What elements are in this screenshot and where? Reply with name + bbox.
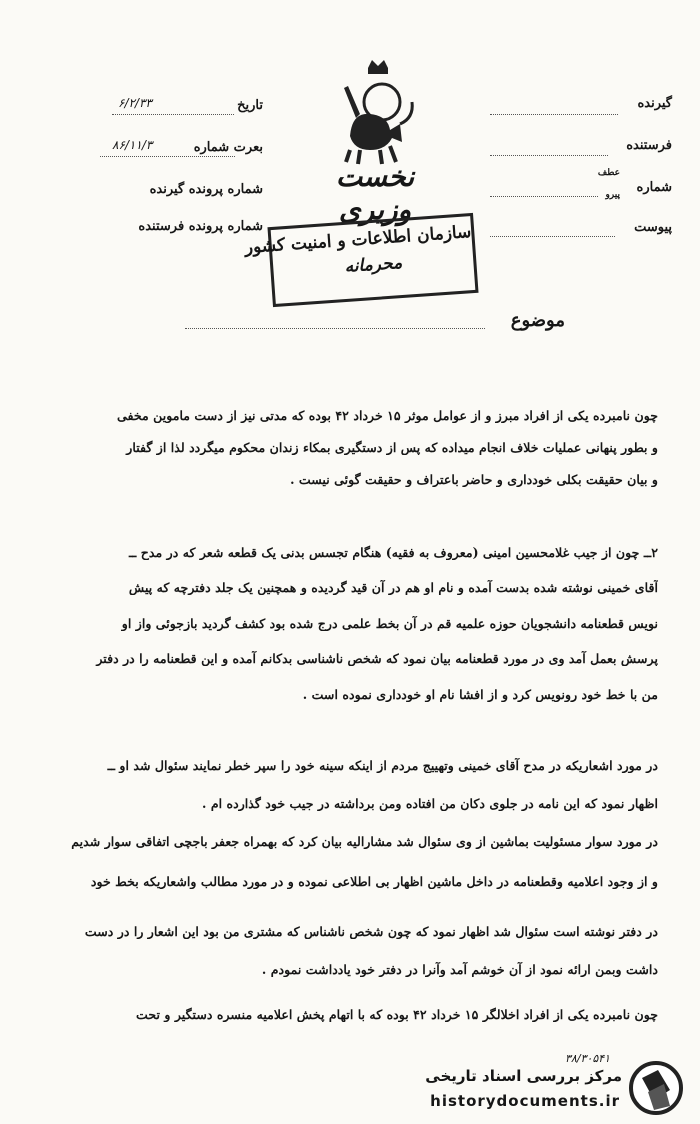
attachment-label: پیوست xyxy=(634,220,672,235)
lion-and-sun-icon xyxy=(330,58,426,170)
attachment-dots xyxy=(490,236,615,237)
body-line: آقای خمینی نوشته شده بدست آمده و نام او هم در آن قید گردیده و همچنین یک جلد دفترچه که پیش xyxy=(128,580,658,595)
number-value: ۸۶/۱۱/۳ xyxy=(112,138,153,152)
number-label: بعرت شماره xyxy=(193,140,263,155)
body-line: پرسش بعمل آمد وی در مورد قطعنامه بیان نمود که شخص ناشناسی بدکانم آمده و این قطعنامه را در دفتر xyxy=(96,651,658,666)
number-dots xyxy=(100,156,235,157)
body-line: و از وجود اعلامیه وقطعنامه در داخل ماشین اظهار بی اطلاعی نموده و در مورد مطالب واشعاریکه بخط خود xyxy=(90,874,658,889)
confidential-stamp xyxy=(244,213,478,307)
body-line: داشت وبمن ارائه نمود از آن خوشم آمد وآنرا در دفتر خود یادداشت نمودم . xyxy=(261,962,658,977)
number-field-label: شماره xyxy=(636,180,672,195)
sender-label: فرستنده xyxy=(626,138,672,153)
body-line: اظهار نمود که این نامه در جلوی دکان من افتاده ومن برداشته در جیب خود گذارده ام . xyxy=(202,796,658,811)
watermark-title: مرکز بررسی اسناد تاریخی xyxy=(425,1067,622,1085)
body-line: چون نامبرده یکی از افراد اخلالگر ۱۵ خرداد ۴۲ بوده که با اتهام پخش اعلامیه منسره دستگیر و تحت xyxy=(135,1007,658,1022)
date-dots xyxy=(112,114,234,115)
body-line: من با خط خود رونویس کرد و از افشا نام او خودداری نموده است . xyxy=(302,687,658,702)
watermark-logo-icon xyxy=(628,1060,684,1116)
sender-dots xyxy=(490,155,608,156)
ministry-title: نخست وزیری xyxy=(335,160,415,226)
subject-label: موضوع xyxy=(510,310,565,331)
follow-up-label: پیرو xyxy=(605,190,620,200)
body-line: و بیان حقیقت بکلی خودداری و حاضر باعتراف و حقیقت گوئی نیست . xyxy=(290,472,658,487)
recipient-label: گیرنده xyxy=(637,96,672,111)
body-line: در مورد اشعاریکه در مدح آقای خمینی وتهییج مردم از اینکه سینه خود را سپر خطر نمایند سئوال شد او ــ xyxy=(107,758,658,773)
reference-label: عطف xyxy=(597,168,620,178)
body-line: چون نامبرده یکی از افراد مبرز و از عوامل موثر ۱۵ خرداد ۴۲ بوده که مدتی نیز از دست ماموین مخفی xyxy=(116,408,658,423)
watermark-url: historydocuments.ir xyxy=(430,1092,620,1110)
recipient-dots xyxy=(490,114,618,115)
body-line: و بطور پنهانی عملیات خلاف انجام میداده که پس از دستگیری بمکاء زندان محکوم میگردد لذا از گفتار xyxy=(126,440,658,455)
date-label: تاریخ xyxy=(237,98,263,113)
sender-file-label: شماره پرونده فرستنده xyxy=(138,219,263,234)
footer-note: ۳۸/۳۰۵۴۱ xyxy=(565,1052,611,1065)
stamp-classification: محرمانه xyxy=(343,253,403,277)
body-line: ۲ــ چون از جیب غلامحسین امینی (معروف به فقیه) هنگام تجسس بدنی یک قطعه شعر که در مدح ــ xyxy=(128,545,658,560)
receiver-file-label: شماره پرونده گیرنده xyxy=(149,182,263,197)
subject-dots xyxy=(185,328,485,329)
date-value: ۶/۲/۳۳ xyxy=(118,96,152,110)
number-field-dots xyxy=(490,196,598,197)
body-line: در دفتر نوشته است سئوال شد اظهار نمود که چون شخص ناشناس که مشتری من بود این اشعار را در دست xyxy=(84,924,658,939)
stamp-organization: سازمان اطلاعات و امنیت کشور xyxy=(244,222,472,258)
body-line: در مورد سوار مسئولیت بماشین از وی سئوال شد مشارالیه بیان کرد که بهمراه جعفر باجچی اتفاقی سوار شدیم xyxy=(71,834,658,849)
body-line: نویس قطعنامه دانشجویان حوزه علمیه قم در آن بخط علمی درج شده بود کشف گردید بازجوئی واز او xyxy=(121,616,658,631)
